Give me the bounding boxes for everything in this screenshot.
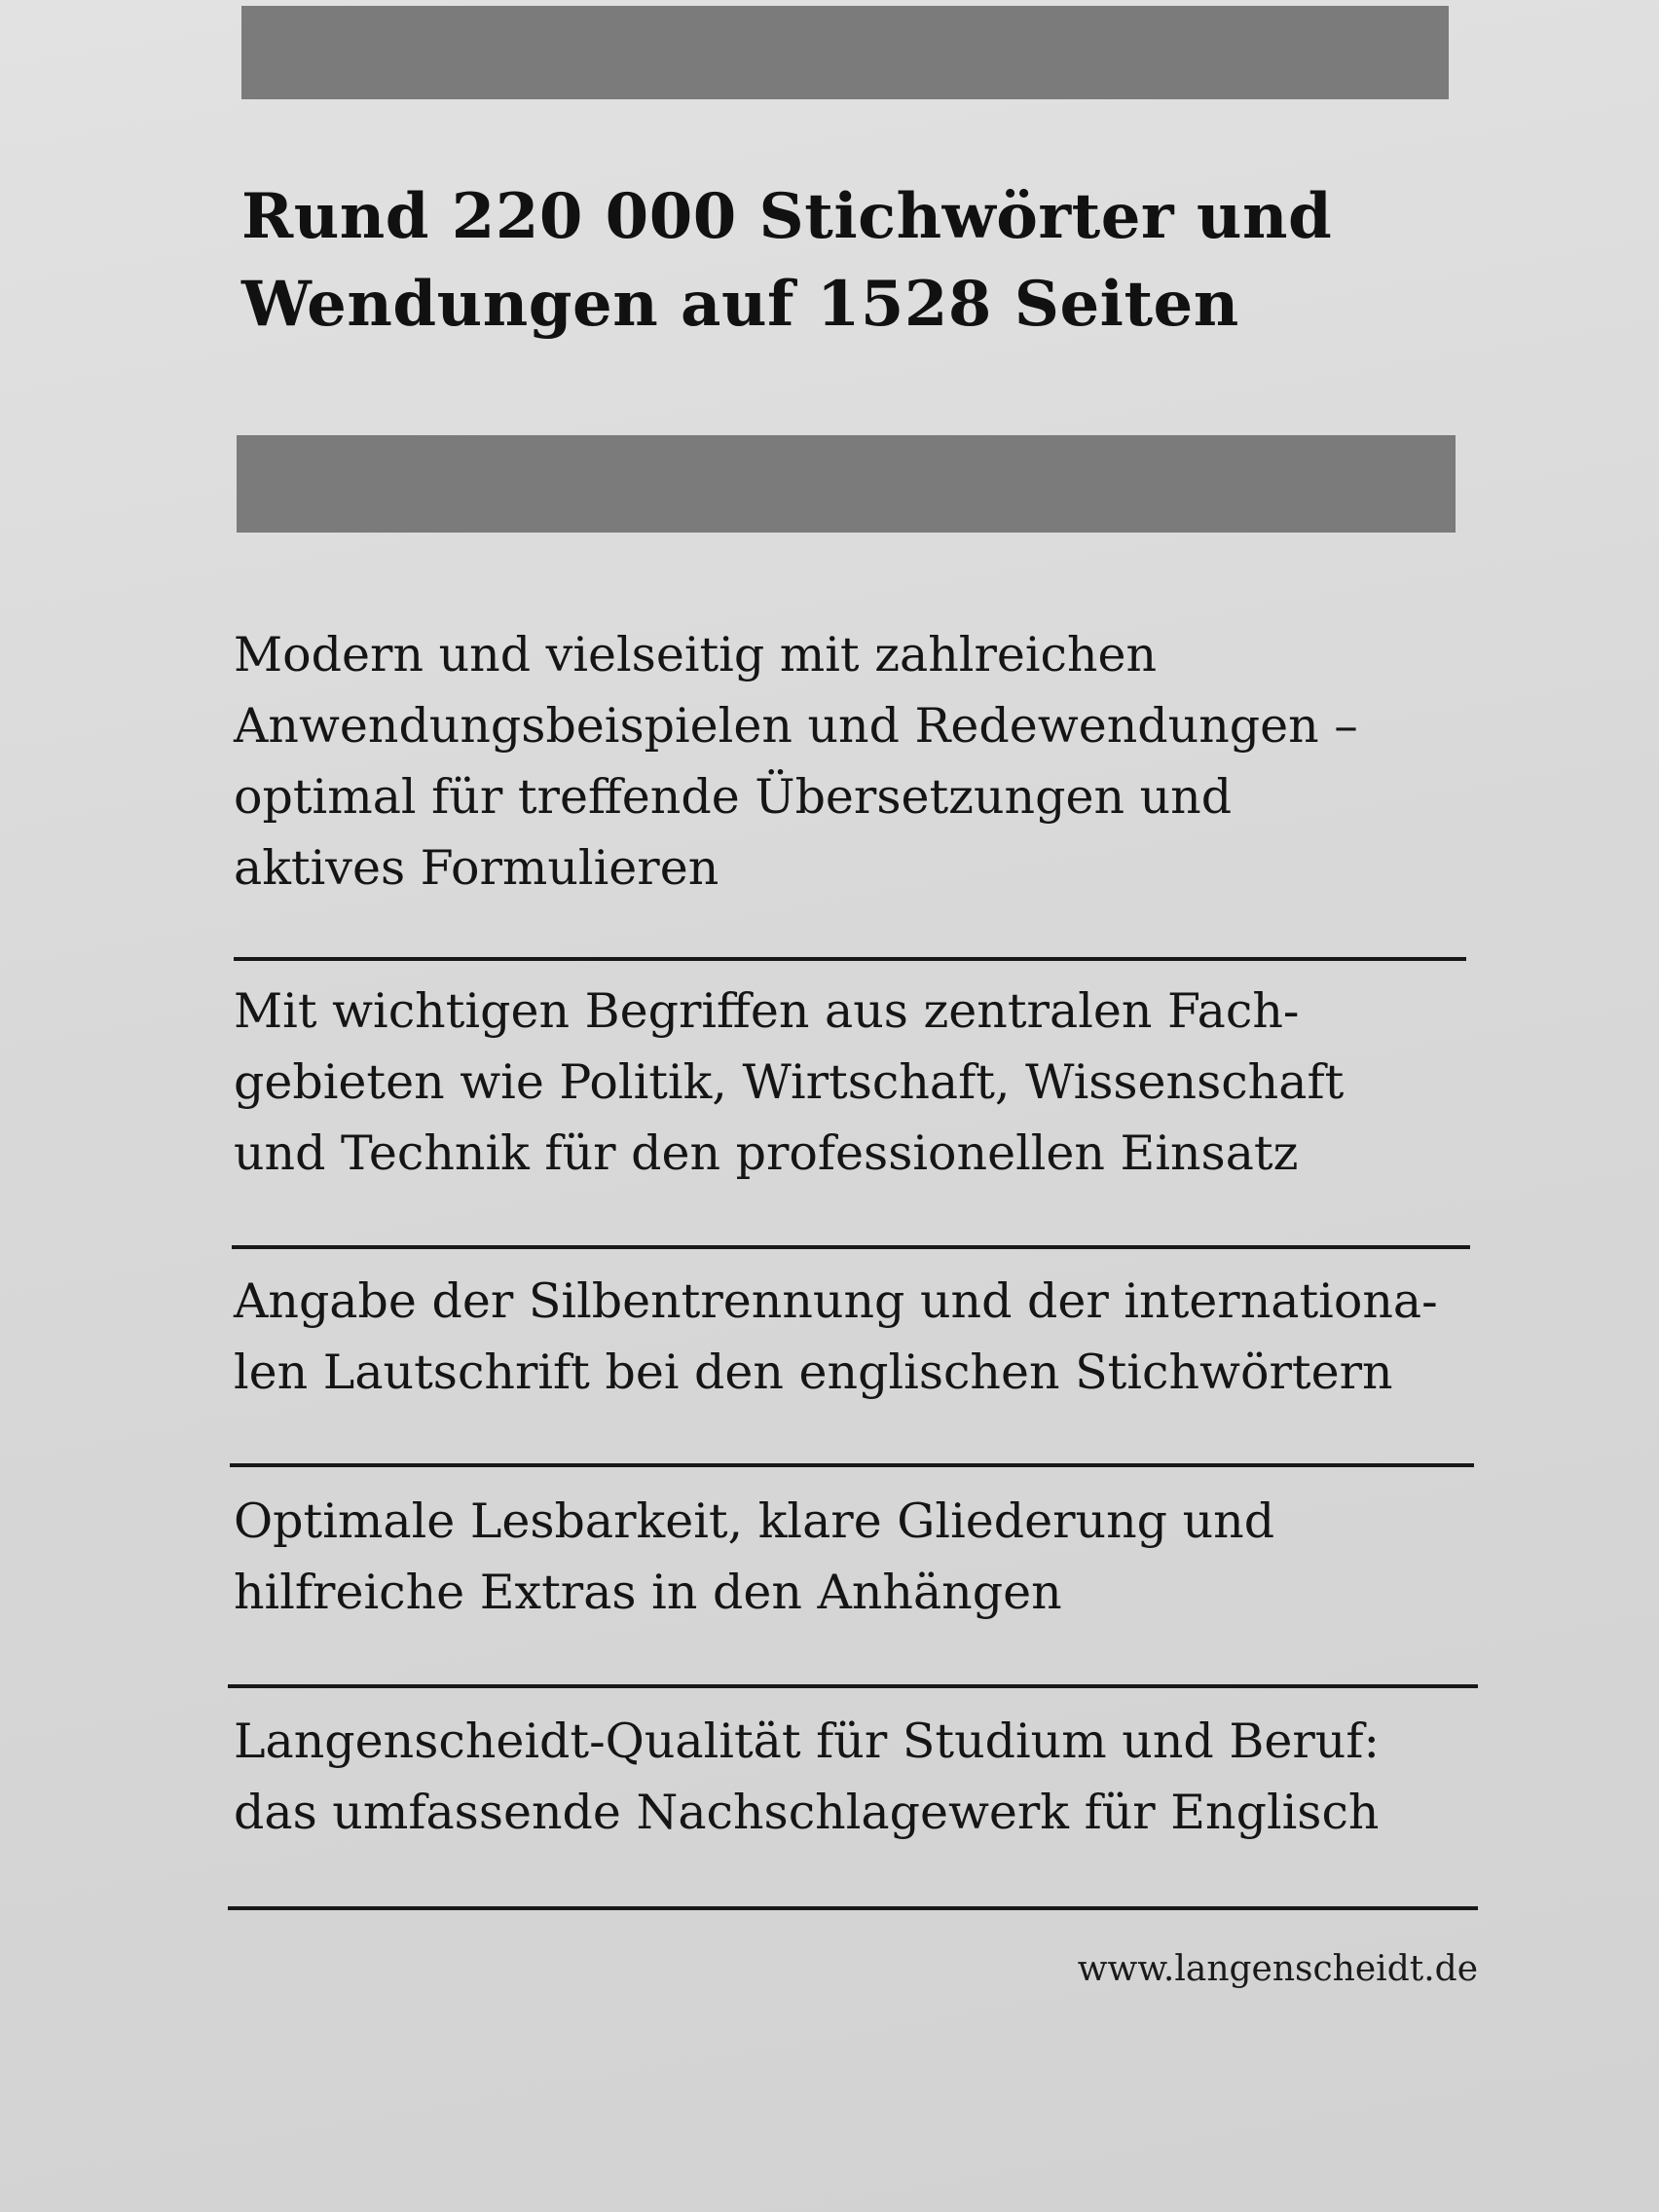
feature-line: Mit wichtigen Begriffen aus zentralen Fach- bbox=[234, 983, 1300, 1039]
feature-modern bbox=[234, 619, 1499, 903]
feature-line: optimal für treffende Übersetzungen und bbox=[234, 769, 1233, 825]
feature-line: len Lautschrift bei den englischen Stichwörtern bbox=[234, 1345, 1393, 1400]
divider-rule bbox=[234, 957, 1466, 961]
feature-line: aktives Formulieren bbox=[234, 840, 719, 896]
feature-line: gebieten wie Politik, Wirtschaft, Wissenschaft bbox=[234, 1054, 1345, 1110]
divider-rule bbox=[230, 1463, 1474, 1467]
divider-rule bbox=[228, 1684, 1478, 1688]
top-gray-bar bbox=[241, 6, 1449, 99]
feature-qualitaet bbox=[234, 1706, 1499, 1848]
feature-line: Langenscheidt-Qualität für Studium und Beruf: bbox=[234, 1714, 1380, 1769]
feature-line: Optimale Lesbarkeit, klare Gliederung und bbox=[234, 1493, 1275, 1549]
divider-rule bbox=[228, 1906, 1478, 1910]
feature-line: und Technik für den professionellen Einsatz bbox=[234, 1125, 1299, 1181]
feature-line: Anwendungsbeispielen und Redewendungen – bbox=[234, 698, 1358, 754]
feature-line: Angabe der Silbentrennung und der internationa- bbox=[234, 1273, 1438, 1329]
headline-line: Rund 220 000 Stichwörter und bbox=[241, 180, 1333, 253]
headline bbox=[241, 173, 1488, 349]
feature-fachgebiete bbox=[234, 976, 1499, 1189]
divider-rule bbox=[232, 1245, 1470, 1249]
feature-line: Modern und vielseitig mit zahlreichen bbox=[234, 627, 1158, 682]
website-url: www.langenscheidt.de bbox=[1077, 1949, 1478, 1989]
feature-lesbarkeit bbox=[234, 1486, 1499, 1628]
headline-line: Wendungen auf 1528 Seiten bbox=[241, 268, 1239, 341]
middle-gray-bar bbox=[237, 435, 1456, 533]
feature-silbentrennung bbox=[234, 1266, 1499, 1408]
feature-line: das umfassende Nachschlagewerk für Englisch bbox=[234, 1785, 1380, 1840]
feature-line: hilfreiche Extras in den Anhängen bbox=[234, 1565, 1062, 1620]
